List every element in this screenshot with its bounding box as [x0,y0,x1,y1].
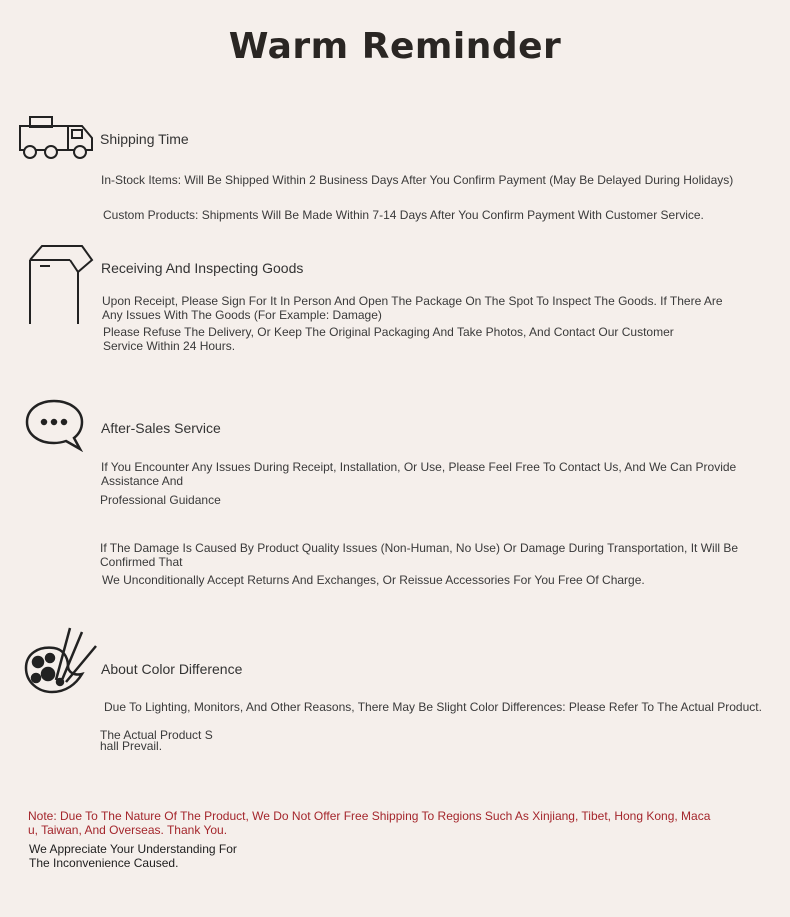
section-text: Upon Receipt, Please Sign For It In Person And Open The Package On The Spot To Inspect The Goods. If There Are [102,294,723,308]
section-text: If The Damage Is Caused By Product Quality Issues (Non-Human, No Use) Or Damage During Transportation, It Will Be Confirmed That [100,541,739,569]
closing-text: The Inconvenience Caused. [29,856,179,870]
section-text: hall Prevail. [100,739,163,753]
section-text: Due To Lighting, Monitors, And Other Reasons, There May Be Slight Color Differences: Please Refer To The Actual Product. [104,700,762,714]
box-icon [26,244,98,326]
shipping-note: u, Taiwan, And Overseas. Thank You. [28,823,228,837]
section-text: Any Issues With The Goods (For Example: Damage) [102,308,382,322]
section-text: If You Encounter Any Issues During Receipt, Installation, Or Use, Please Feel Free To Contact Us, And We Can Provide Assistance And [101,460,737,488]
section-heading-color: About Color Difference [101,661,243,677]
section-text: Please Refuse The Delivery, Or Keep The Original Packaging And Take Photos, And Contact Our Customer [103,325,674,339]
section-text: Custom Products: Shipments Will Be Made Within 7-14 Days After You Confirm Payment With Customer Service. [103,208,704,222]
palette-icon [24,624,100,696]
chat-bubble-icon [24,398,86,452]
page-title: Warm Reminder [228,26,562,67]
closing-text: We Appreciate Your Understanding For [29,842,237,856]
section-text: In-Stock Items: Will Be Shipped Within 2 Business Days After You Confirm Payment (May Be Delayed During Holidays) [101,173,734,187]
section-heading-shipping: Shipping Time [100,131,189,147]
section-text: Service Within 24 Hours. [103,339,236,353]
shipping-note: Note: Due To The Nature Of The Product, We Do Not Offer Free Shipping To Regions Such As Xinjiang, Tibet, Hong Kong, Maca [28,809,711,823]
section-text: Professional Guidance [100,493,221,507]
section-heading-after-sales: After-Sales Service [101,420,221,436]
section-heading-receiving: Receiving And Inspecting Goods [101,260,304,276]
section-text: The Actual Product S [100,728,213,742]
truck-icon [18,114,104,162]
section-text: We Unconditionally Accept Returns And Exchanges, Or Reissue Accessories For You Free Of Charge. [102,573,645,587]
